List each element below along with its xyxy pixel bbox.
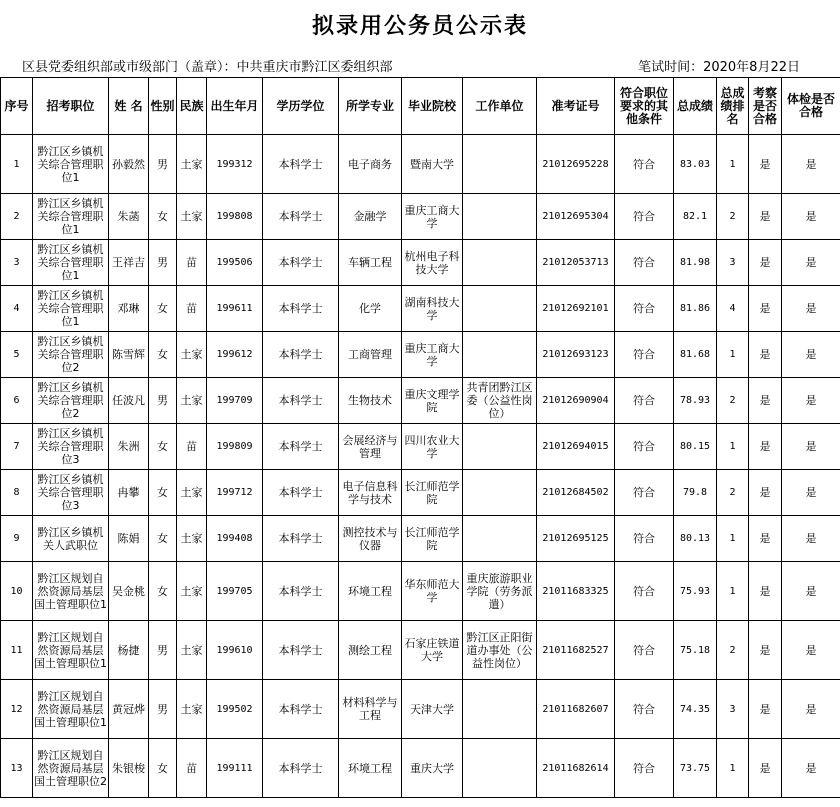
condition-cell: 符合 [615, 240, 674, 286]
inspection-cell: 是 [749, 562, 782, 621]
medical-exam-cell: 是 [782, 621, 840, 680]
name-cell: 杨捷 [109, 621, 149, 680]
name-cell: 冉攀 [109, 470, 149, 516]
header-cell: 考察是否合格 [749, 78, 782, 135]
ticket-number-cell: 21012684502 [537, 470, 615, 516]
position-cell: 黔江区规划自然资源局基层国土管理职位1 [33, 562, 109, 621]
employer-cell [463, 332, 537, 378]
condition-cell: 符合 [615, 739, 674, 798]
inspection-cell: 是 [749, 516, 782, 562]
name-cell: 朱菡 [109, 194, 149, 240]
school-cell: 重庆工商大学 [402, 194, 463, 240]
gender-cell: 女 [149, 562, 177, 621]
birth-cell: 199111 [207, 739, 263, 798]
score-cell: 81.68 [674, 332, 717, 378]
major-cell: 车辆工程 [339, 240, 402, 286]
row-number-cell: 7 [1, 424, 33, 470]
birth-cell: 199712 [207, 470, 263, 516]
medical-exam-cell: 是 [782, 332, 840, 378]
row-number-cell: 5 [1, 332, 33, 378]
name-cell: 孙毅然 [109, 135, 149, 194]
medical-exam-cell: 是 [782, 562, 840, 621]
rank-cell: 1 [717, 516, 749, 562]
employer-cell [463, 194, 537, 240]
position-cell: 黔江区乡镇机关综合管理职位3 [33, 424, 109, 470]
condition-cell: 符合 [615, 332, 674, 378]
table-row [1, 739, 840, 798]
condition-cell: 符合 [615, 680, 674, 739]
school-cell: 长江师范学院 [402, 516, 463, 562]
position-cell: 黔江区规划自然资源局基层国土管理职位2 [33, 739, 109, 798]
medical-exam-cell: 是 [782, 680, 840, 739]
birth-cell: 199312 [207, 135, 263, 194]
score-cell: 75.93 [674, 562, 717, 621]
condition-cell: 符合 [615, 621, 674, 680]
ticket-number-cell: 21012695228 [537, 135, 615, 194]
condition-cell: 符合 [615, 516, 674, 562]
row-number-cell: 1 [1, 135, 33, 194]
score-cell: 83.03 [674, 135, 717, 194]
employer-cell [463, 470, 537, 516]
header-cell: 毕业院校 [402, 78, 463, 135]
table-row [1, 470, 840, 516]
gender-cell: 女 [149, 286, 177, 332]
birth-cell: 199506 [207, 240, 263, 286]
ticket-number-cell: 21011683325 [537, 562, 615, 621]
score-cell: 80.15 [674, 424, 717, 470]
table-row [1, 424, 840, 470]
header-cell: 工作单位 [463, 78, 537, 135]
ethnicity-cell: 土家 [177, 621, 207, 680]
table-row [1, 621, 840, 680]
score-cell: 75.18 [674, 621, 717, 680]
ticket-number-cell: 21012695125 [537, 516, 615, 562]
condition-cell: 符合 [615, 194, 674, 240]
rank-cell: 2 [717, 194, 749, 240]
ethnicity-cell: 苗 [177, 286, 207, 332]
row-number-cell: 4 [1, 286, 33, 332]
ethnicity-cell: 土家 [177, 680, 207, 739]
condition-cell: 符合 [615, 424, 674, 470]
ticket-number-cell: 21012695304 [537, 194, 615, 240]
score-cell: 79.8 [674, 470, 717, 516]
ticket-number-cell: 21012053713 [537, 240, 615, 286]
school-cell: 石家庄铁道大学 [402, 621, 463, 680]
condition-cell: 符合 [615, 562, 674, 621]
birth-cell: 199610 [207, 621, 263, 680]
row-number-cell: 12 [1, 680, 33, 739]
school-cell: 湖南科技大学 [402, 286, 463, 332]
rank-cell: 1 [717, 739, 749, 798]
degree-cell: 本科学士 [263, 680, 339, 739]
rank-cell: 1 [717, 562, 749, 621]
school-cell: 长江师范学院 [402, 470, 463, 516]
header-cell: 总成绩排名 [717, 78, 749, 135]
inspection-cell: 是 [749, 332, 782, 378]
score-cell: 80.13 [674, 516, 717, 562]
degree-cell: 本科学士 [263, 621, 339, 680]
table-row [1, 135, 840, 194]
table-row [1, 680, 840, 739]
degree-cell: 本科学士 [263, 135, 339, 194]
page-title: 拟录用公务员公示表 [311, 13, 528, 39]
ticket-number-cell: 21012690904 [537, 378, 615, 424]
name-cell: 陈娟 [109, 516, 149, 562]
score-cell: 74.35 [674, 680, 717, 739]
gender-cell: 女 [149, 194, 177, 240]
gender-cell: 男 [149, 240, 177, 286]
medical-exam-cell: 是 [782, 135, 840, 194]
school-cell: 重庆工商大学 [402, 332, 463, 378]
degree-cell: 本科学士 [263, 739, 339, 798]
medical-exam-cell: 是 [782, 286, 840, 332]
inspection-cell: 是 [749, 680, 782, 739]
birth-cell: 199408 [207, 516, 263, 562]
rank-cell: 4 [717, 286, 749, 332]
table-row [1, 332, 840, 378]
employer-cell: 共青团黔江区委（公益性岗位） [463, 378, 537, 424]
department-label: 区县党委组织部或市级部门（盖章）：中共重庆市黔江区委组织部 [22, 60, 393, 75]
birth-cell: 199502 [207, 680, 263, 739]
name-cell: 任波凡 [109, 378, 149, 424]
position-cell: 黔江区乡镇机关综合管理职位1 [33, 135, 109, 194]
row-number-cell: 2 [1, 194, 33, 240]
inspection-cell: 是 [749, 621, 782, 680]
ethnicity-cell: 土家 [177, 378, 207, 424]
header-cell: 体检是否合格 [782, 78, 840, 135]
medical-exam-cell: 是 [782, 378, 840, 424]
degree-cell: 本科学士 [263, 194, 339, 240]
ethnicity-cell: 土家 [177, 470, 207, 516]
position-cell: 黔江区乡镇机关综合管理职位2 [33, 332, 109, 378]
name-cell: 朱洲 [109, 424, 149, 470]
row-number-cell: 13 [1, 739, 33, 798]
name-cell: 朱银梭 [109, 739, 149, 798]
gender-cell: 女 [149, 470, 177, 516]
major-cell: 测绘工程 [339, 621, 402, 680]
header-cell: 符合职位要求的其他条件 [615, 78, 674, 135]
inspection-cell: 是 [749, 470, 782, 516]
rank-cell: 3 [717, 240, 749, 286]
row-number-cell: 3 [1, 240, 33, 286]
ticket-number-cell: 21012693123 [537, 332, 615, 378]
birth-cell: 199808 [207, 194, 263, 240]
candidate-table [0, 77, 840, 798]
inspection-cell: 是 [749, 194, 782, 240]
ticket-number-cell: 21011682527 [537, 621, 615, 680]
degree-cell: 本科学士 [263, 286, 339, 332]
row-number-cell: 10 [1, 562, 33, 621]
degree-cell: 本科学士 [263, 562, 339, 621]
ticket-number-cell: 21012694015 [537, 424, 615, 470]
school-cell: 四川农业大学 [402, 424, 463, 470]
gender-cell: 男 [149, 680, 177, 739]
school-cell: 重庆文理学院 [402, 378, 463, 424]
inspection-cell: 是 [749, 739, 782, 798]
score-cell: 78.93 [674, 378, 717, 424]
table-row [1, 562, 840, 621]
gender-cell: 男 [149, 135, 177, 194]
ethnicity-cell: 土家 [177, 194, 207, 240]
position-cell: 黔江区乡镇机关综合管理职位3 [33, 470, 109, 516]
school-cell: 重庆大学 [402, 739, 463, 798]
header-cell: 学历学位 [263, 78, 339, 135]
major-cell: 材料科学与工程 [339, 680, 402, 739]
name-cell: 陈雪辉 [109, 332, 149, 378]
inspection-cell: 是 [749, 135, 782, 194]
degree-cell: 本科学士 [263, 470, 339, 516]
birth-cell: 199611 [207, 286, 263, 332]
employer-cell [463, 240, 537, 286]
ticket-number-cell: 21011682614 [537, 739, 615, 798]
header-cell: 姓 名 [109, 78, 149, 135]
exam-date-label: 笔试时间：2020年8月22日 [638, 60, 800, 75]
degree-cell: 本科学士 [263, 424, 339, 470]
medical-exam-cell: 是 [782, 240, 840, 286]
rank-cell: 1 [717, 332, 749, 378]
major-cell: 会展经济与管理 [339, 424, 402, 470]
major-cell: 金融学 [339, 194, 402, 240]
row-number-cell: 8 [1, 470, 33, 516]
header-cell: 性别 [149, 78, 177, 135]
major-cell: 电子商务 [339, 135, 402, 194]
condition-cell: 符合 [615, 378, 674, 424]
score-cell: 82.1 [674, 194, 717, 240]
header-cell: 准考证号 [537, 78, 615, 135]
school-cell: 杭州电子科技大学 [402, 240, 463, 286]
row-number-cell: 9 [1, 516, 33, 562]
condition-cell: 符合 [615, 135, 674, 194]
employer-cell [463, 286, 537, 332]
major-cell: 环境工程 [339, 739, 402, 798]
medical-exam-cell: 是 [782, 470, 840, 516]
position-cell: 黔江区规划自然资源局基层国土管理职位1 [33, 621, 109, 680]
major-cell: 电子信息科学与技术 [339, 470, 402, 516]
employer-cell [463, 516, 537, 562]
school-cell: 华东师范大学 [402, 562, 463, 621]
ethnicity-cell: 土家 [177, 562, 207, 621]
header-cell: 总成绩 [674, 78, 717, 135]
condition-cell: 符合 [615, 470, 674, 516]
score-cell: 73.75 [674, 739, 717, 798]
rank-cell: 3 [717, 680, 749, 739]
row-number-cell: 6 [1, 378, 33, 424]
gender-cell: 女 [149, 739, 177, 798]
degree-cell: 本科学士 [263, 378, 339, 424]
table-row [1, 194, 840, 240]
inspection-cell: 是 [749, 240, 782, 286]
rank-cell: 1 [717, 135, 749, 194]
major-cell: 测控技术与仪器 [339, 516, 402, 562]
position-cell: 黔江区乡镇机关综合管理职位1 [33, 240, 109, 286]
ethnicity-cell: 苗 [177, 240, 207, 286]
name-cell: 邓琳 [109, 286, 149, 332]
ticket-number-cell: 21012692101 [537, 286, 615, 332]
employer-cell: 重庆旅游职业学院（劳务派遣） [463, 562, 537, 621]
header-row [1, 78, 840, 135]
table-row [1, 516, 840, 562]
employer-cell [463, 424, 537, 470]
degree-cell: 本科学士 [263, 516, 339, 562]
medical-exam-cell: 是 [782, 739, 840, 798]
major-cell: 工商管理 [339, 332, 402, 378]
name-cell: 黄冠烨 [109, 680, 149, 739]
rank-cell: 2 [717, 470, 749, 516]
table-row [1, 286, 840, 332]
ethnicity-cell: 苗 [177, 739, 207, 798]
header-cell: 出生年月 [207, 78, 263, 135]
employer-cell: 黔江区正阳街道办事处（公益性岗位） [463, 621, 537, 680]
birth-cell: 199709 [207, 378, 263, 424]
gender-cell: 女 [149, 424, 177, 470]
school-cell: 天津大学 [402, 680, 463, 739]
name-cell: 王祥吉 [109, 240, 149, 286]
major-cell: 环境工程 [339, 562, 402, 621]
position-cell: 黔江区乡镇机关综合管理职位2 [33, 378, 109, 424]
gender-cell: 女 [149, 332, 177, 378]
rank-cell: 1 [717, 424, 749, 470]
position-cell: 黔江区规划自然资源局基层国土管理职位1 [33, 680, 109, 739]
ethnicity-cell: 土家 [177, 516, 207, 562]
employer-cell [463, 135, 537, 194]
degree-cell: 本科学士 [263, 240, 339, 286]
inspection-cell: 是 [749, 286, 782, 332]
header-cell: 招考职位 [33, 78, 109, 135]
ticket-number-cell: 21011682607 [537, 680, 615, 739]
employer-cell [463, 739, 537, 798]
medical-exam-cell: 是 [782, 516, 840, 562]
inspection-cell: 是 [749, 424, 782, 470]
inspection-cell: 是 [749, 378, 782, 424]
name-cell: 吴金桃 [109, 562, 149, 621]
gender-cell: 女 [149, 516, 177, 562]
rank-cell: 2 [717, 378, 749, 424]
header-cell: 民族 [177, 78, 207, 135]
gender-cell: 男 [149, 621, 177, 680]
score-cell: 81.98 [674, 240, 717, 286]
table-row [1, 378, 840, 424]
birth-cell: 199809 [207, 424, 263, 470]
ethnicity-cell: 苗 [177, 424, 207, 470]
medical-exam-cell: 是 [782, 194, 840, 240]
major-cell: 生物技术 [339, 378, 402, 424]
school-cell: 暨南大学 [402, 135, 463, 194]
position-cell: 黔江区乡镇机关综合管理职位1 [33, 286, 109, 332]
meta-line [0, 52, 840, 76]
table-row [1, 240, 840, 286]
employer-cell [463, 680, 537, 739]
birth-cell: 199612 [207, 332, 263, 378]
position-cell: 黔江区乡镇机关人武职位 [33, 516, 109, 562]
header-cell: 序号 [1, 78, 33, 135]
birth-cell: 199705 [207, 562, 263, 621]
ethnicity-cell: 土家 [177, 135, 207, 194]
gender-cell: 男 [149, 378, 177, 424]
condition-cell: 符合 [615, 286, 674, 332]
major-cell: 化学 [339, 286, 402, 332]
rank-cell: 2 [717, 621, 749, 680]
row-number-cell: 11 [1, 621, 33, 680]
header-cell: 所学专业 [339, 78, 402, 135]
degree-cell: 本科学士 [263, 332, 339, 378]
position-cell: 黔江区乡镇机关综合管理职位1 [33, 194, 109, 240]
medical-exam-cell: 是 [782, 424, 840, 470]
ethnicity-cell: 土家 [177, 332, 207, 378]
score-cell: 81.86 [674, 286, 717, 332]
